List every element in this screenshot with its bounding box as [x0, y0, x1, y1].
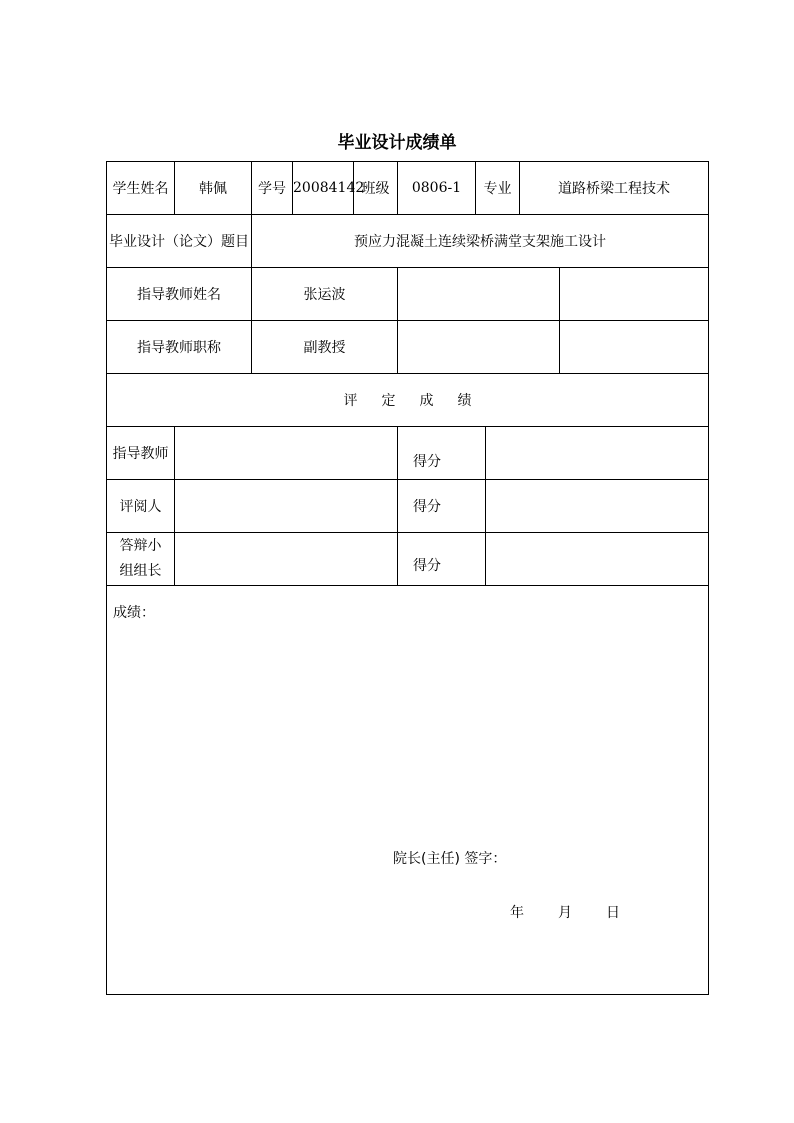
score-row-advisor [107, 427, 709, 480]
advisor-title-value: 副教授 [252, 321, 398, 374]
advisor-title-extra-2 [560, 321, 709, 374]
date-day-label: 日 [606, 905, 620, 921]
score-label [398, 427, 486, 480]
evaluation-header-char: 成 [419, 393, 434, 409]
evaluation-header-char: 定 [381, 393, 396, 409]
grade-form-table [106, 161, 709, 995]
score-row-reviewer [107, 480, 709, 533]
score-row-defense-leader [107, 533, 709, 586]
date-month-label: 月 [558, 905, 572, 921]
evaluation-header [107, 374, 709, 427]
final-grade-cell[interactable] [107, 586, 709, 995]
topic-row [107, 215, 709, 268]
class-label: 班级 [354, 162, 398, 215]
score-comment-field[interactable] [175, 533, 398, 586]
score-value-field[interactable] [486, 533, 709, 586]
advisor-name-row [107, 268, 709, 321]
advisor-title-row [107, 321, 709, 374]
score-role-label: 指导教师 [107, 427, 175, 480]
student-name-value: 韩佩 [175, 162, 252, 215]
score-label-text: 得分 [413, 558, 441, 574]
student-info-row [107, 162, 709, 215]
advisor-title-label: 指导教师职称 [107, 321, 252, 374]
score-label [398, 480, 486, 533]
advisor-name-label: 指导教师姓名 [107, 268, 252, 321]
document-title: 毕业设计成绩单 [337, 133, 457, 153]
major-value: 道路桥梁工程技术 [520, 162, 709, 215]
score-comment-field[interactable] [175, 480, 398, 533]
grade-label: 成绩： [113, 605, 155, 621]
advisor-name-value: 张运波 [252, 268, 398, 321]
advisor-title-extra-1 [398, 321, 560, 374]
evaluation-header-char: 评 [343, 393, 358, 409]
student-id-value: 20084142 [293, 162, 354, 215]
student-id-label: 学号 [252, 162, 293, 215]
final-grade-row [107, 586, 709, 995]
topic-value: 预应力混凝土连续梁桥满堂支架施工设计 [252, 215, 709, 268]
date-year-label: 年 [510, 905, 524, 921]
advisor-name-extra-2 [560, 268, 709, 321]
date-line [510, 902, 654, 922]
major-label: 专业 [476, 162, 520, 215]
score-label [398, 533, 486, 586]
score-value-field[interactable] [486, 480, 709, 533]
dean-signature-label: 院长(主任) 签字： [393, 851, 507, 867]
class-value: 0806-1 [398, 162, 476, 215]
score-label-text: 得分 [413, 499, 441, 515]
evaluation-header-char: 绩 [457, 393, 472, 409]
score-role-label: 答辩小组组长 [107, 533, 175, 586]
topic-label: 毕业设计（论文）题目 [107, 215, 252, 268]
score-value-field[interactable] [486, 427, 709, 480]
score-role-label: 评阅人 [107, 480, 175, 533]
score-comment-field[interactable] [175, 427, 398, 480]
evaluation-header-row [107, 374, 709, 427]
student-name-label: 学生姓名 [107, 162, 175, 215]
score-label-text: 得分 [413, 454, 441, 470]
advisor-name-extra-1 [398, 268, 560, 321]
